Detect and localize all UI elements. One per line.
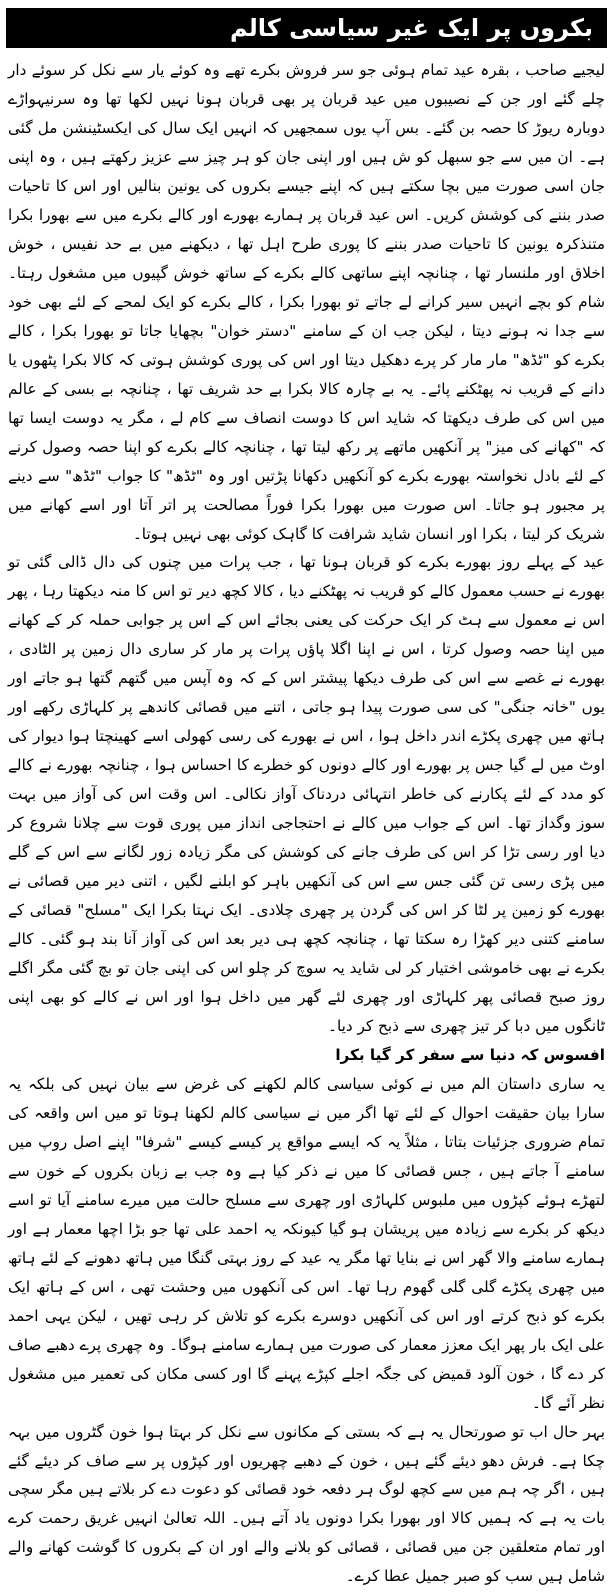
- article-body: [8, 56, 605, 1591]
- paragraph-eid-day: عید کے پہلے روز بھورے بکرے کو قربان ہونا تھا ، جب پرات میں چنوں کی دال ڈالی گئی تو بھورے نے حسب معمول کالے کو قریب نہ پھٹکنے دیا ، کالا کچھ دیر تو اس کا منہ دیکھتا رہا ، پھر اس نے معمول سے ہٹ کر ایک حرکت کی یعنی بجائے اس کے اس پر جوابی حملہ کر کے کھانے میں اپنا حصہ وصول کرتا ، اس نے اپنا اگلا پاؤں پرات پر مار کر ساری دال زمین پر الٹادی ، بھورے نے غصے سے اس کی طرف دیکھا پیشتر اس کے کہ وہ آپس میں گتھم گتھا ہو جاتے اور یوں "خانہ جنگی" کی سی صورت پیدا ہو جاتی ، اتنے میں قصائی کاندھے پر کلہاڑی رکھے اور ہاتھ میں چھری پکڑے اندر داخل ہوا ، اس نے بھورے کی رسی کھولی اسے کھینچتا ہوا دیوار کی اوٹ میں لے گیا جس پر بھورے اور کالے دونوں کو خطرے کا احساس ہوا ، چنانچہ بھورے نے کالے کو مدد کے لئے پکارنے کی خاطر انتہائی دردناک آواز نکالی۔ اس وقت اس کی آواز میں بہت سوز وگداز تھا۔ اس کے جواب میں کالے نے احتجاجی انداز میں پوری قوت سے چلانا شروع کر دیا اور رسی تڑا کر اس کی طرف جانے کی کوشش کی مگر زیادہ زور لگانے سے اس کے گلے میں پڑی رسی تن گئی جس سے اس کی آنکھیں باہر کو ابلنے لگیں ، اتنی دیر میں قصائی نے بھورے کو زمین پر لٹا کر اس کی گردن پر چھری چلادی۔ ایک نہتا بکرا ایک "مسلح" قصائی کے سامنے کتنی دیر کھڑا رہ سکتا تھا ، چنانچہ کچھ ہی دیر بعد اس کی آواز آنا بند ہو گئی۔ کالے بکرے نے بھی خاموشی اختیار کر لی شاید یہ سوچ کر چلو اس کی اپنی جان تو بچ گئی مگر اگلے روز صبح قصائی پھر کلہاڑی اور چھری لئے گھر میں داخل ہوا اور اس نے کالے کو بھی اپنی ٹانگوں میں دبا کر تیز چھری سے ذبح کر دیا۔: [8, 553, 605, 1035]
- paragraph-intro: لیجیے صاحب ، بقرہ عید تمام ہوئی جو سر فروش بکرے تھے وہ کوئے یار سے نکل کر سوئے دار چلے گئے اور جن کے نصیبوں میں عید قربان پر بھی قربان ہونا نہیں لکھا تھا وہ سرنیہواڑے دوبارہ ریوڑ کا حصہ بن گئے۔ بس آپ یوں سمجھیں کہ انہیں ایک سال کی ایکسٹینشن مل گئی ہے۔ ان میں سے جو سبھل کو ش ہیں اور اپنی جان کو ہر چیز سے عزیز رکھتے ہیں ، وہ اپنی جان اسی صورت میں بچا سکتے ہیں کہ اپنے جیسے بکروں کی یونین بنالیں اور اس کا تاحیات صدر بننے کی کوشش کریں۔ اس عید قربان پر ہمارے بھورے اور کالے بکرے میں سے بھورا بکرا متنذکرہ یونین کا تاحیات صدر بننے کا پوری طرح اہل تھا ، دیکھنے میں بے حد نفیس ، خوش اخلاق اور ملنسار تھا ، چنانچہ اپنے ساتھی کالے بکرے کے ساتھ خوش گپیوں میں مشغول رہتا۔ شام کو بچے انہیں سیر کرانے لے جاتے تو بھورا بکرا ، کالے بکرے کو ایک لمحے کے لئے بھی خود سے جدا نہ ہونے دیتا ، لیکن جب ان کے سامنے "دستر خوان" بچھایا جاتا تو بھورا بکرا ، کالے بکرے کو "ٹڈھ" مار مار کر پرے دھکیل دیتا اور اس کی پوری کوشش ہوتی کہ کالا بکرا پٹھوں یا دانے کے قریب نہ پھٹکنے پائے۔ یہ بے چارہ کالا بکرا بے حد شریف تھا ، چنانچہ بے بسی کے عالم میں اس کی طرف دیکھتا کہ شاید اس کا دوست انصاف سے کام لے ، مگر یہ دوست ایسا تھا کہ "کھانے کی میز" پر آنکھیں ماتھے پر رکھ لیتا تھا ، چنانچہ کالے بکرے کو اپنا حصہ وصول کرنے کے لئے بادل نخواستہ بھورے بکرے کو آنکھیں دکھانا پڑتیں اور وہ "ٹڈھ" کا جواب "ٹڈھ" سے دینے پر مجبور ہو جاتا۔ اس صورت میں بھورا بکرا فوراً مصالحت پر اتر آتا اور اسے کھانے میں شریک کر لیتا ، بکرا اور انسان شاید شرافت کا گاہک کوئی بھی نہیں ہوتا۔: [8, 61, 605, 543]
- verse-line: افسوس کہ دنیا سے سفر کر گیا بکرا: [335, 1045, 605, 1064]
- headline-bar: [6, 8, 607, 48]
- column-title: بکروں پر ایک غیر سیاسی کالم: [229, 14, 593, 42]
- paragraph-conclusion: بہر حال اب تو صورتحال یہ ہے کہ بستی کے مکانوں سے نکل کر بہتا ہوا خون گٹروں میں بہہ چکا ہے۔ فرش دھو دیئے گئے ہیں ، خون کے دھبے چھریوں اور کپڑوں پر سے صاف کر دیئے گئے ہیں ، اگر چہ ہم میں سے کچھ لوگ ہر دفعہ خود قصائی کو دعوت دے کر بلاتے ہیں مگر سچی بات یہ ہے کہ ہمیں کالا اور بھورا بکرا دونوں یاد آتے ہیں۔ اللہ تعالیٰ انہیں غریق رحمت کرے اور تمام متعلقین جن میں قصائی ، قصائی کو بلانے والے اور ان کے بکروں کا گوشت کھانے والے شامل ہیں سب کو صبر جمیل عطا کرے۔: [8, 1422, 605, 1586]
- paragraph-reflection: یہ ساری داستان الم میں نے کوئی سیاسی کالم لکھنے کی غرض سے بیان نہیں کی بلکہ یہ سارا بیان حقیقت احوال کے لئے تھا اگر میں نے سیاسی کالم لکھنا ہوتا تو میں اس واقعہ کی تمام ضروری جزئیات بتاتا ، مثلاً یہ کہ ایسے مواقع پر کیسے کیسے "شرفا" اپنے اصل روپ میں سامنے آ جاتے ہیں ، جس قصائی کا میں نے ذکر کیا ہے وہ جب بے زبان بکروں کے خون سے لتھڑے ہوئے کپڑوں میں ملبوس کلہاڑی اور چھری سے مسلح حالت میں میرے سامنے آیا تو اسے دیکھ کر بکرے سے زیادہ میں پریشان ہو گیا کیونکہ یہ احمد علی تھا جو بڑا اچھا معمار ہے اور ہمارے سامنے والا گھر اس نے بنایا تھا مگر یہ عید کے روز بہتی گنگا میں ہاتھ دھونے کے لئے ہاتھ میں چھری پکڑے گلی گلی گھوم رہا تھا۔ اس کی آنکھوں میں وحشت تھی ، اس کے ہاتھ ایک بکرے کو ذبح کرتے اور اس کی آنکھیں دوسرے بکرے کو تلاش کر رہی تھیں ، لیکن یہی احمد علی ایک بار پھر ایک معزز معمار کی صورت میں ہمارے سامنے ہوگا۔ وہ چھری پرے دھبے صاف کر دے گا ، خون آلود قمیض کی جگہ اجلے کپڑے پہنے گا اور کسی مکان کی تعمیر میں مشغول نظر آئے گا۔: [8, 1074, 605, 1412]
